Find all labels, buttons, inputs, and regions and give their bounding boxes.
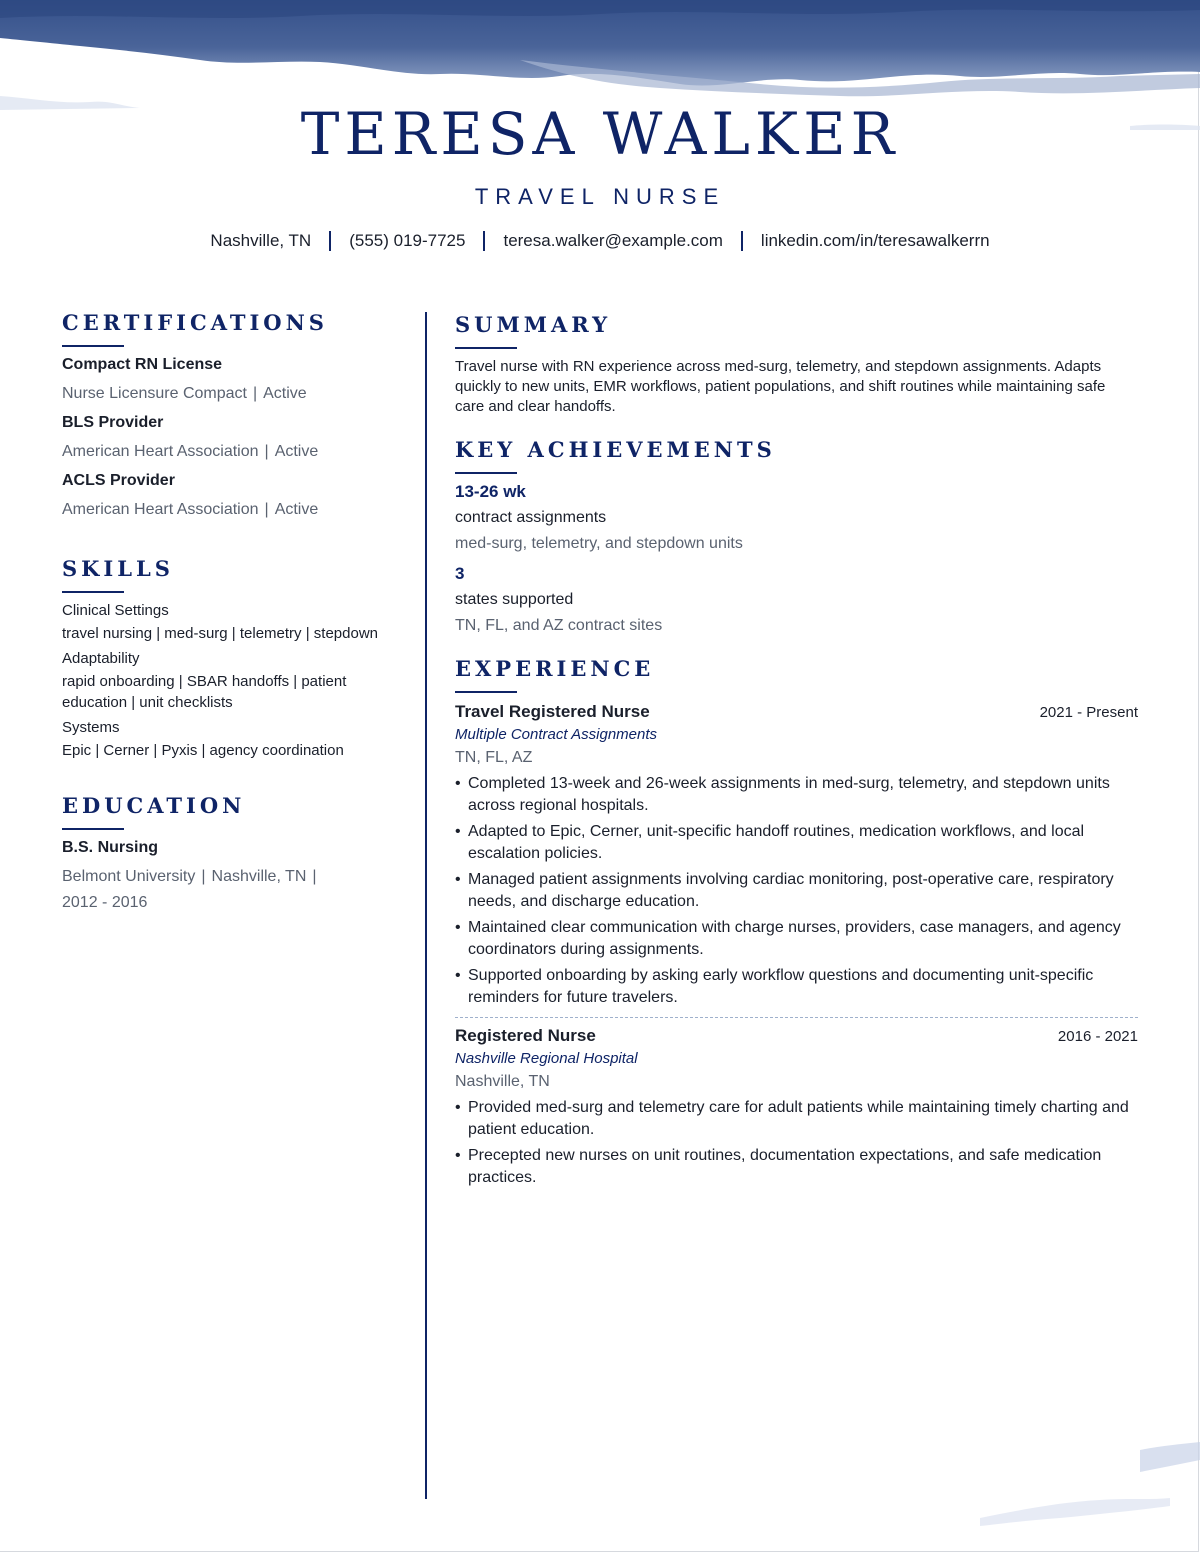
section-rule bbox=[455, 691, 517, 693]
cert-status: Active bbox=[263, 385, 307, 402]
summary-text: Travel nurse with RN experience across med-surg, telemetry, and stepdown assignments. Adapts quickly to new units, EMR workflows, patient populations, and shift routines while maintaining safe care and clear handoffs. bbox=[455, 358, 1106, 415]
section-rule bbox=[62, 345, 124, 347]
contact-divider bbox=[329, 231, 331, 251]
cert-name: BLS Provider bbox=[62, 414, 164, 431]
job-bullets bbox=[455, 773, 1138, 1009]
right-column bbox=[455, 310, 1138, 1193]
section-heading: KEY ACHIEVEMENTS bbox=[455, 437, 776, 462]
section-rule bbox=[455, 472, 517, 474]
skill-group-value: travel nursing | med-surg | telemetry | stepdown bbox=[62, 625, 378, 642]
job-bullet: • Maintained clear communication with charge nurses, providers, case managers, and agency coordinators during assignments. bbox=[455, 917, 1138, 961]
summary-section bbox=[455, 310, 1138, 417]
cert-status: Active bbox=[274, 501, 319, 518]
job-dates: 2016 - 2021 bbox=[1057, 1028, 1138, 1045]
job-entry bbox=[455, 701, 1138, 1009]
job-bullet: • Provided med-surg and telemetry care for adult patients while maintaining timely charting and patient education. bbox=[455, 1097, 1138, 1141]
job-separator bbox=[455, 1017, 1138, 1018]
achievement-desc: TN, FL, and AZ contract sites bbox=[455, 617, 663, 634]
contact-email[interactable]: teresa.walker@example.com bbox=[503, 231, 723, 250]
candidate-name: TERESA WALKER bbox=[300, 100, 900, 168]
contact-bar bbox=[0, 230, 1200, 252]
cert-meta: American Heart Association | Active bbox=[62, 443, 319, 460]
job-title-subheading: TRAVEL NURSE bbox=[474, 184, 726, 209]
job-organization: Nashville Regional Hospital bbox=[455, 1050, 638, 1067]
skill-group-label: Clinical Settings bbox=[62, 602, 169, 619]
achievements-section bbox=[455, 435, 1138, 636]
education-location: Nashville, TN bbox=[211, 868, 307, 885]
job-location: TN, FL, AZ bbox=[455, 749, 533, 766]
section-rule bbox=[62, 828, 124, 830]
section-heading: CERTIFICATIONS bbox=[62, 310, 328, 335]
cert-status: Active bbox=[274, 443, 319, 460]
cert-issuer: American Heart Association bbox=[62, 501, 259, 518]
achievement-item bbox=[455, 564, 1138, 636]
job-dates: 2021 - Present bbox=[1039, 704, 1138, 721]
job-title: Registered Nurse bbox=[455, 1026, 596, 1045]
achievement-item bbox=[455, 482, 1138, 554]
degree: B.S. Nursing bbox=[62, 839, 159, 856]
section-heading: EXPERIENCE bbox=[455, 656, 655, 681]
skill-group-value: Epic | Cerner | Pyxis | agency coordination bbox=[62, 742, 344, 759]
left-column bbox=[62, 308, 402, 913]
education-years: 2012 - 2016 bbox=[62, 894, 148, 911]
section-heading: EDUCATION bbox=[62, 793, 246, 818]
job-bullet: • Adapted to Epic, Cerner, unit-specific handoff routines, medication workflows, and local escalation policies. bbox=[455, 821, 1138, 865]
job-bullet: • Supported onboarding by asking early workflow questions and documenting unit-specific reminders for future travelers. bbox=[455, 965, 1138, 1009]
education-section bbox=[62, 791, 402, 913]
job-entry bbox=[455, 1025, 1138, 1189]
section-heading: SUMMARY bbox=[455, 312, 612, 337]
section-rule bbox=[455, 347, 517, 349]
cert-issuer: Nurse Licensure Compact bbox=[62, 385, 247, 402]
cert-meta: Nurse Licensure Compact | Active bbox=[62, 385, 307, 402]
experience-section bbox=[455, 654, 1138, 1189]
job-location: Nashville, TN bbox=[455, 1073, 550, 1090]
job-title: Travel Registered Nurse bbox=[455, 702, 650, 721]
contact-linkedin[interactable]: linkedin.com/in/teresawalkerrn bbox=[760, 231, 990, 250]
job-bullet: • Managed patient assignments involving cardiac monitoring, post-operative care, respiratory needs, and discharge education. bbox=[455, 869, 1138, 913]
school: Belmont University bbox=[62, 868, 196, 885]
skills-section bbox=[62, 554, 402, 761]
section-heading: SKILLS bbox=[62, 556, 174, 581]
skill-group-value: rapid onboarding | SBAR handoffs | patient education | unit checklists bbox=[62, 673, 347, 711]
resume-header bbox=[0, 98, 1200, 252]
contact-location: Nashville, TN bbox=[210, 231, 312, 250]
skill-group-label: Systems bbox=[62, 719, 120, 736]
job-bullet: • Precepted new nurses on unit routines, documentation expectations, and safe medication practices. bbox=[455, 1145, 1138, 1189]
column-divider bbox=[425, 312, 427, 1499]
cert-meta: American Heart Association | Active bbox=[62, 501, 319, 518]
skill-group-label: Adaptability bbox=[62, 650, 140, 667]
certifications-section bbox=[62, 308, 402, 520]
cert-issuer: American Heart Association bbox=[62, 443, 259, 460]
achievement-label: contract assignments bbox=[455, 509, 607, 526]
job-bullet: • Completed 13-week and 26-week assignments in med-surg, telemetry, and stepdown units across regional hospitals. bbox=[455, 773, 1138, 817]
cert-name: Compact RN License bbox=[62, 356, 223, 373]
watercolor-accent-bottom bbox=[980, 1440, 1200, 1540]
achievement-label: states supported bbox=[455, 591, 574, 608]
job-bullets bbox=[455, 1097, 1138, 1189]
cert-item bbox=[62, 471, 402, 520]
contact-divider bbox=[483, 231, 485, 251]
cert-name: ACLS Provider bbox=[62, 472, 175, 489]
contact-phone[interactable]: (555) 019-7725 bbox=[349, 231, 466, 250]
contact-divider bbox=[741, 231, 743, 251]
education-meta: Belmont University | Nashville, TN | bbox=[62, 868, 317, 885]
achievement-value: 3 bbox=[455, 564, 465, 583]
achievement-desc: med-surg, telemetry, and stepdown units bbox=[455, 535, 743, 552]
job-organization: Multiple Contract Assignments bbox=[455, 726, 658, 743]
cert-item bbox=[62, 355, 402, 404]
cert-item bbox=[62, 413, 402, 462]
achievement-value: 13-26 wk bbox=[455, 482, 526, 501]
section-rule bbox=[62, 591, 124, 593]
